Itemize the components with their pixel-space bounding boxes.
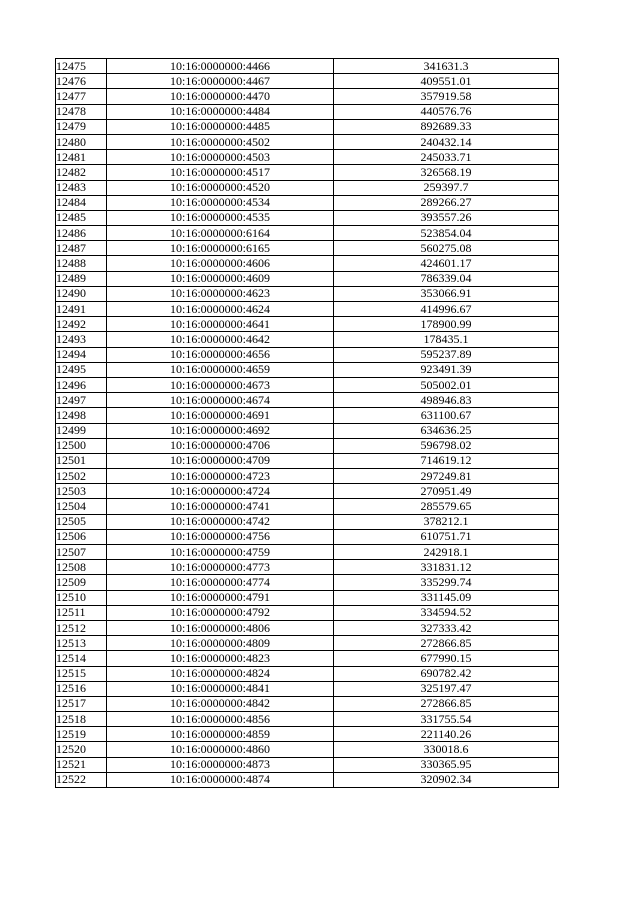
table-row (56, 484, 559, 499)
value-cell: 297249.81 (334, 469, 559, 484)
value-cell: 334594.52 (334, 605, 559, 620)
table-row (56, 499, 559, 514)
value-cell: 409551.01 (334, 74, 559, 89)
table-row (56, 408, 559, 423)
table-row (56, 317, 559, 332)
cadastral-number-cell: 10:16:0000000:4534 (107, 195, 334, 210)
cadastral-number-cell: 10:16:0000000:4856 (107, 712, 334, 727)
cadastral-number-cell: 10:16:0000000:4691 (107, 408, 334, 423)
cadastral-number-cell: 10:16:0000000:4503 (107, 150, 334, 165)
cadastral-number-cell: 10:16:0000000:4741 (107, 499, 334, 514)
cadastral-number-cell: 10:16:0000000:4841 (107, 681, 334, 696)
value-cell: 289266.27 (334, 195, 559, 210)
row-number-cell: 12507 (56, 545, 107, 560)
cadastral-number-cell: 10:16:0000000:4706 (107, 438, 334, 453)
value-cell: 240432.14 (334, 134, 559, 149)
row-number-cell: 12486 (56, 226, 107, 241)
value-cell: 892689.33 (334, 119, 559, 134)
value-cell: 414996.67 (334, 302, 559, 317)
row-number-cell: 12518 (56, 712, 107, 727)
cadastral-number-cell: 10:16:0000000:4824 (107, 666, 334, 681)
cadastral-number-cell: 10:16:0000000:4467 (107, 74, 334, 89)
cadastral-number-cell: 10:16:0000000:4791 (107, 590, 334, 605)
cadastral-number-cell: 10:16:0000000:6164 (107, 226, 334, 241)
row-number-cell: 12489 (56, 271, 107, 286)
row-number-cell: 12482 (56, 165, 107, 180)
row-number-cell: 12520 (56, 742, 107, 757)
table-row (56, 271, 559, 286)
row-number-cell: 12478 (56, 104, 107, 119)
table-row (56, 332, 559, 347)
cadastral-number-cell: 10:16:0000000:4485 (107, 119, 334, 134)
table-row (56, 438, 559, 453)
table-row (56, 666, 559, 681)
value-cell: 677990.15 (334, 651, 559, 666)
row-number-cell: 12485 (56, 210, 107, 225)
value-cell: 393557.26 (334, 210, 559, 225)
value-cell: 424601.17 (334, 256, 559, 271)
table-row (56, 681, 559, 696)
cadastral-number-cell: 10:16:0000000:4606 (107, 256, 334, 271)
cadastral-number-cell: 10:16:0000000:4535 (107, 210, 334, 225)
value-cell: 325197.47 (334, 681, 559, 696)
table-row (56, 696, 559, 711)
cadastral-number-cell: 10:16:0000000:4773 (107, 560, 334, 575)
row-number-cell: 12484 (56, 195, 107, 210)
value-cell: 272866.85 (334, 696, 559, 711)
table-row (56, 651, 559, 666)
cadastral-number-cell: 10:16:0000000:4774 (107, 575, 334, 590)
table-row (56, 134, 559, 149)
value-cell: 259397.7 (334, 180, 559, 195)
value-cell: 272866.85 (334, 636, 559, 651)
value-cell: 610751.71 (334, 529, 559, 544)
row-number-cell: 12496 (56, 377, 107, 392)
cadastral-number-cell: 10:16:0000000:4520 (107, 180, 334, 195)
row-number-cell: 12510 (56, 590, 107, 605)
value-cell: 331831.12 (334, 560, 559, 575)
cadastral-number-cell: 10:16:0000000:4806 (107, 620, 334, 635)
table-row (56, 393, 559, 408)
value-cell: 327333.42 (334, 620, 559, 635)
value-cell: 326568.19 (334, 165, 559, 180)
table-row (56, 377, 559, 392)
row-number-cell: 12483 (56, 180, 107, 195)
cadastral-number-cell: 10:16:0000000:4742 (107, 514, 334, 529)
table-row (56, 241, 559, 256)
value-cell: 331145.09 (334, 590, 559, 605)
table-row (56, 620, 559, 635)
table-row (56, 195, 559, 210)
cadastral-number-cell: 10:16:0000000:4756 (107, 529, 334, 544)
cadastral-number-cell: 10:16:0000000:4842 (107, 696, 334, 711)
row-number-cell: 12515 (56, 666, 107, 681)
cadastral-number-cell: 10:16:0000000:4641 (107, 317, 334, 332)
row-number-cell: 12516 (56, 681, 107, 696)
table-row (56, 165, 559, 180)
table-row (56, 575, 559, 590)
cadastral-number-cell: 10:16:0000000:4759 (107, 545, 334, 560)
row-number-cell: 12519 (56, 727, 107, 742)
row-number-cell: 12487 (56, 241, 107, 256)
table-body (56, 59, 559, 788)
table-row (56, 772, 559, 787)
cadastral-number-cell: 10:16:0000000:4624 (107, 302, 334, 317)
cadastral-number-cell: 10:16:0000000:4724 (107, 484, 334, 499)
table-row (56, 727, 559, 742)
table-row (56, 590, 559, 605)
table-row (56, 469, 559, 484)
value-cell: 221140.26 (334, 727, 559, 742)
cadastral-number-cell: 10:16:0000000:4873 (107, 757, 334, 772)
value-cell: 320902.34 (334, 772, 559, 787)
table-row (56, 712, 559, 727)
value-cell: 786339.04 (334, 271, 559, 286)
value-cell: 178900.99 (334, 317, 559, 332)
value-cell: 595237.89 (334, 347, 559, 362)
row-number-cell: 12506 (56, 529, 107, 544)
table-row (56, 545, 559, 560)
row-number-cell: 12495 (56, 362, 107, 377)
cadastral-number-cell: 10:16:0000000:4792 (107, 605, 334, 620)
value-cell: 330365.95 (334, 757, 559, 772)
row-number-cell: 12498 (56, 408, 107, 423)
row-number-cell: 12479 (56, 119, 107, 134)
cadastral-number-cell: 10:16:0000000:4673 (107, 377, 334, 392)
row-number-cell: 12511 (56, 605, 107, 620)
cadastral-number-cell: 10:16:0000000:4517 (107, 165, 334, 180)
value-cell: 378212.1 (334, 514, 559, 529)
cadastral-number-cell: 10:16:0000000:4723 (107, 469, 334, 484)
value-cell: 245033.71 (334, 150, 559, 165)
row-number-cell: 12494 (56, 347, 107, 362)
table-row (56, 757, 559, 772)
value-cell: 505002.01 (334, 377, 559, 392)
data-table (55, 58, 559, 788)
value-cell: 631100.67 (334, 408, 559, 423)
value-cell: 923491.39 (334, 362, 559, 377)
row-number-cell: 12490 (56, 286, 107, 301)
row-number-cell: 12522 (56, 772, 107, 787)
cadastral-number-cell: 10:16:0000000:4674 (107, 393, 334, 408)
table-row (56, 529, 559, 544)
row-number-cell: 12514 (56, 651, 107, 666)
cadastral-number-cell: 10:16:0000000:4809 (107, 636, 334, 651)
cadastral-number-cell: 10:16:0000000:4642 (107, 332, 334, 347)
row-number-cell: 12504 (56, 499, 107, 514)
row-number-cell: 12503 (56, 484, 107, 499)
row-number-cell: 12492 (56, 317, 107, 332)
row-number-cell: 12475 (56, 59, 107, 74)
row-number-cell: 12488 (56, 256, 107, 271)
value-cell: 353066.91 (334, 286, 559, 301)
table-row (56, 423, 559, 438)
table-row (56, 605, 559, 620)
table-row (56, 119, 559, 134)
cadastral-number-cell: 10:16:0000000:4609 (107, 271, 334, 286)
value-cell: 357919.58 (334, 89, 559, 104)
row-number-cell: 12512 (56, 620, 107, 635)
value-cell: 270951.49 (334, 484, 559, 499)
table-row (56, 453, 559, 468)
value-cell: 285579.65 (334, 499, 559, 514)
table-row (56, 59, 559, 74)
row-number-cell: 12500 (56, 438, 107, 453)
value-cell: 335299.74 (334, 575, 559, 590)
cadastral-number-cell: 10:16:0000000:4623 (107, 286, 334, 301)
cadastral-number-cell: 10:16:0000000:4659 (107, 362, 334, 377)
table-row (56, 286, 559, 301)
cadastral-number-cell: 10:16:0000000:4709 (107, 453, 334, 468)
table-row (56, 560, 559, 575)
value-cell: 596798.02 (334, 438, 559, 453)
row-number-cell: 12499 (56, 423, 107, 438)
row-number-cell: 12481 (56, 150, 107, 165)
row-number-cell: 12505 (56, 514, 107, 529)
row-number-cell: 12509 (56, 575, 107, 590)
row-number-cell: 12491 (56, 302, 107, 317)
row-number-cell: 12501 (56, 453, 107, 468)
table-row (56, 150, 559, 165)
value-cell: 178435.1 (334, 332, 559, 347)
row-number-cell: 12517 (56, 696, 107, 711)
table-row (56, 256, 559, 271)
row-number-cell: 12508 (56, 560, 107, 575)
value-cell: 523854.04 (334, 226, 559, 241)
cadastral-number-cell: 10:16:0000000:4692 (107, 423, 334, 438)
row-number-cell: 12497 (56, 393, 107, 408)
table-row (56, 347, 559, 362)
cadastral-number-cell: 10:16:0000000:4470 (107, 89, 334, 104)
row-number-cell: 12480 (56, 134, 107, 149)
row-number-cell: 12513 (56, 636, 107, 651)
value-cell: 331755.54 (334, 712, 559, 727)
value-cell: 242918.1 (334, 545, 559, 560)
value-cell: 440576.76 (334, 104, 559, 119)
table-row (56, 742, 559, 757)
cadastral-number-cell: 10:16:0000000:4860 (107, 742, 334, 757)
table-row (56, 362, 559, 377)
table-row (56, 302, 559, 317)
row-number-cell: 12493 (56, 332, 107, 347)
value-cell: 714619.12 (334, 453, 559, 468)
cadastral-number-cell: 10:16:0000000:6165 (107, 241, 334, 256)
table-row (56, 514, 559, 529)
cadastral-number-cell: 10:16:0000000:4502 (107, 134, 334, 149)
cadastral-number-cell: 10:16:0000000:4466 (107, 59, 334, 74)
value-cell: 560275.08 (334, 241, 559, 256)
table-row (56, 636, 559, 651)
value-cell: 498946.83 (334, 393, 559, 408)
table-row (56, 89, 559, 104)
cadastral-number-cell: 10:16:0000000:4874 (107, 772, 334, 787)
cadastral-number-cell: 10:16:0000000:4656 (107, 347, 334, 362)
value-cell: 341631.3 (334, 59, 559, 74)
value-cell: 330018.6 (334, 742, 559, 757)
table-row (56, 74, 559, 89)
table-row (56, 104, 559, 119)
cadastral-number-cell: 10:16:0000000:4484 (107, 104, 334, 119)
cadastral-number-cell: 10:16:0000000:4859 (107, 727, 334, 742)
value-cell: 634636.25 (334, 423, 559, 438)
cadastral-number-cell: 10:16:0000000:4823 (107, 651, 334, 666)
row-number-cell: 12477 (56, 89, 107, 104)
table-row (56, 226, 559, 241)
row-number-cell: 12476 (56, 74, 107, 89)
row-number-cell: 12521 (56, 757, 107, 772)
table-row (56, 180, 559, 195)
table-row (56, 210, 559, 225)
value-cell: 690782.42 (334, 666, 559, 681)
row-number-cell: 12502 (56, 469, 107, 484)
